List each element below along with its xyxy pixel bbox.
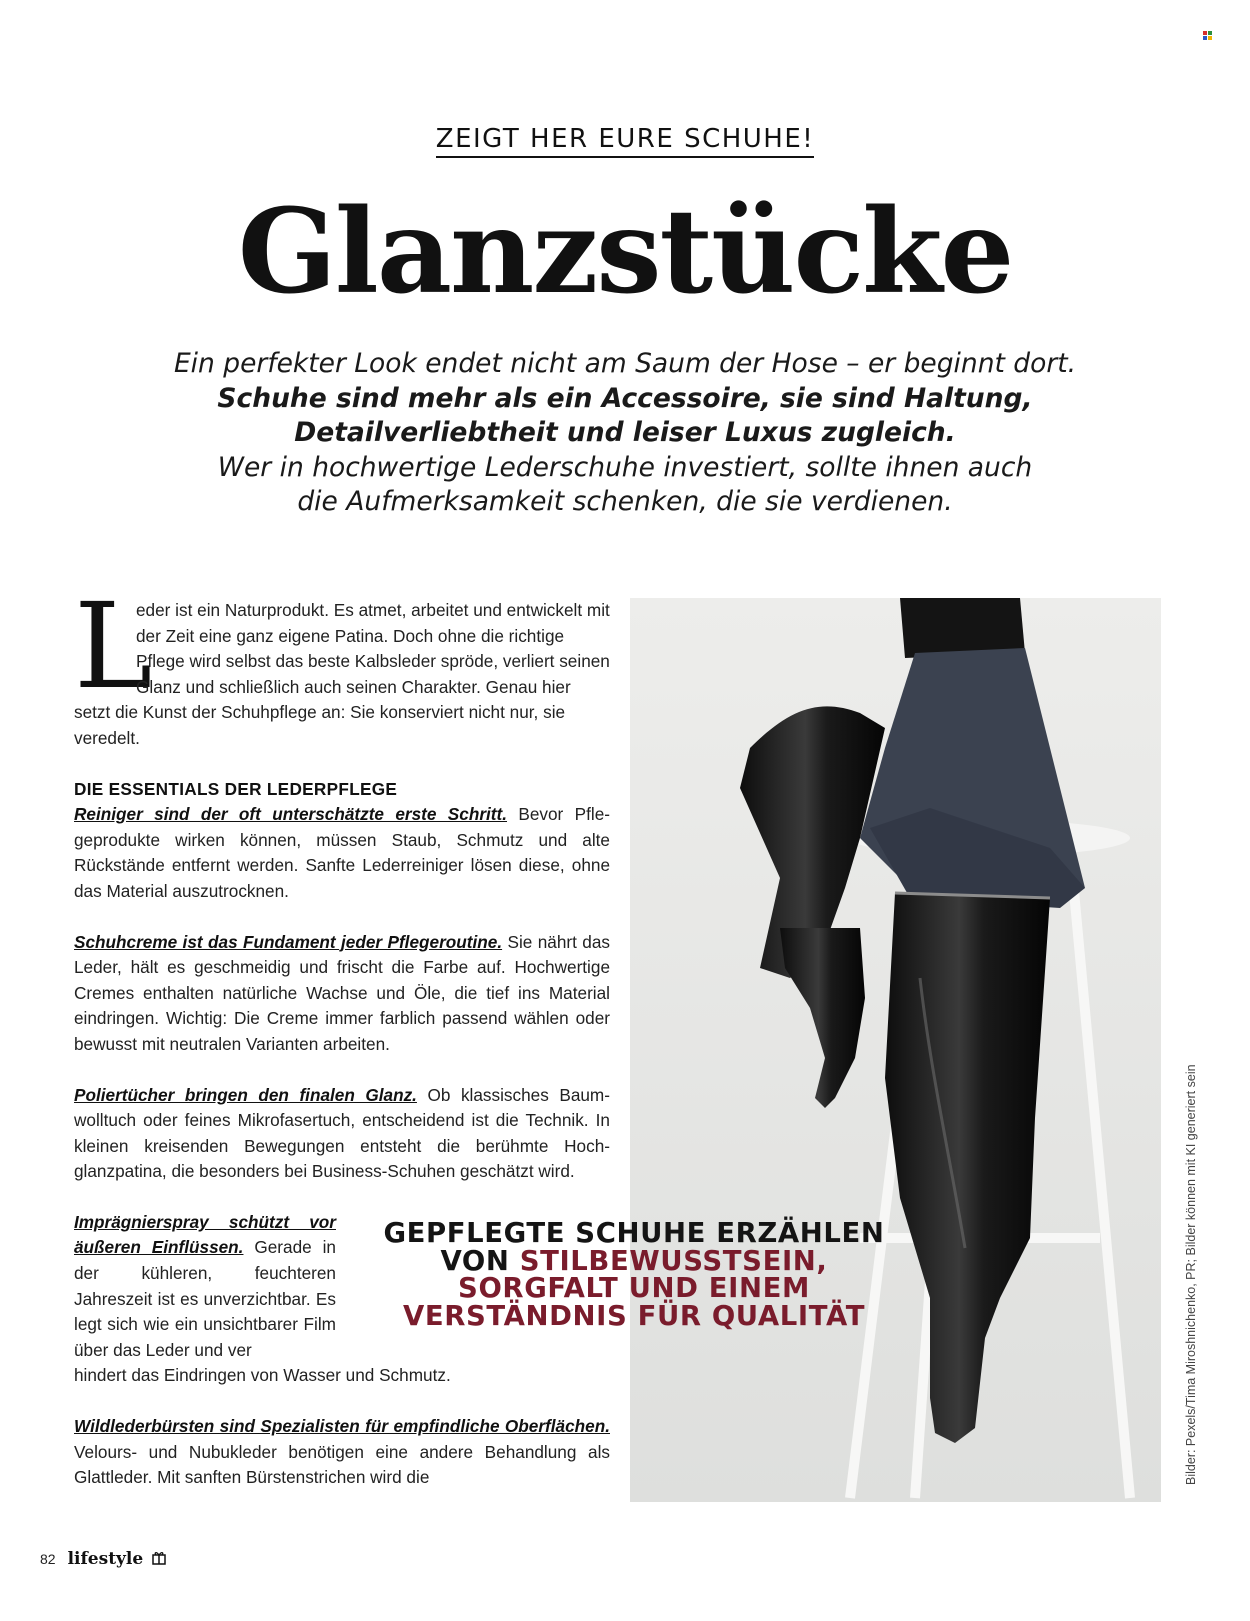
paragraph-text: Bevor Pflegeprodukte wirken können, müssen Staub, Schmutz und alte Rückstände entfernt werden. Sanfte Lederreiniger lösen diese, ohne das Material auszutrocknen. (74, 804, 610, 901)
intro (0, 347, 1250, 520)
paragraph-text: Ob klassisches Baumwolltuch oder feines Mikrofasertuch, entscheidend ist die Technik. In kleinen kreisenden Bewegungen entsteht die berühmte Hochglanzpatina, die besonders bei Business-Schuhen geschätzt wird. (74, 1084, 610, 1182)
photo-credit: Bilder: Pexels/Tima Miroshnichenko, PR; Bilder können mit KI generiert sein (1184, 1064, 1198, 1485)
intro-line-5: die Aufmerksamkeit schenken, die sie verdienen. (297, 486, 953, 517)
page-number: 82 (40, 1551, 56, 1567)
paragraph-cleaner (74, 802, 610, 904)
boots-illustration (630, 598, 1161, 1502)
pull-quote-line-4: VERSTÄNDNIS FÜR QUALITÄT (402, 1299, 866, 1332)
pull-quote (356, 1217, 912, 1332)
brand-name: lifestyle (67, 1549, 144, 1569)
intro-line-1: Ein perfekter Look endet nicht am Saum der Hose – er beginnt dort. (173, 348, 1077, 379)
gift-box-icon (151, 1550, 167, 1566)
corner-logo-icon (1203, 31, 1213, 41)
pull-quote-line-2: VON STILBEWUSSTSEIN, (440, 1244, 828, 1277)
article-body (74, 577, 610, 1491)
drop-cap: L (74, 577, 153, 715)
headline: Glanzstücke (237, 184, 1013, 320)
pull-quote-line-1: GEPFLEGTE SCHUHE ERZÄHLEN (383, 1217, 885, 1249)
intro-line-2: Schuhe sind mehr als ein Accessoire, sie sind Haltung, (217, 382, 1033, 414)
paragraph-text: Sie nährt das Leder, hält es geschmeidig und frischt die Farbe auf. Hochwertige Cremes enthalten natürliche Wachse und Öle, die tief ins Material eindringen. Wichtig: Die Creme immer farblich passend wählen oder bewusst mit neutralen Varianten arbeiten. (74, 931, 610, 1054)
paragraph-heading: Wildlederbürsten sind Spezialisten für empfindliche Oberflächen. (74, 1416, 610, 1437)
paragraph-suede-brush (74, 1414, 610, 1491)
lead-text: eder ist ein Naturprodukt. Es atmet, arbeitet und entwickelt mit der Zeit eine ganz eigene Patina. Doch ohne die richtige Pflege wird selbst das beste Kalbsleder spröde, verliert seinen Glanz und schließlich auch seinen Charakter. Genau hier setzt die Kunst der Schuhpflege an: Sie konserviert nicht nur, sie veredelt. (74, 600, 610, 748)
intro-line-3: Detailverliebtheit und leiser Luxus zugleich. (294, 417, 956, 448)
intro-line-4: Wer in hochwertige Lederschuhe investiert, sollte ihnen auch (217, 451, 1033, 483)
paragraph-heading: Poliertücher bringen den finalen Glanz. (74, 1084, 417, 1105)
footer (40, 1548, 167, 1572)
pull-quote-line-3: SORGFALT UND EINEM (458, 1272, 810, 1304)
kicker: ZEIGT HER EURE SCHUHE! (0, 124, 1250, 154)
paragraph-text: Gerade in der kühleren, feuchteren Jahreszeit ist es unverzichtbar. Es legt sich wie ein unsichtbarer Film über das Leder und ver (74, 1237, 336, 1360)
paragraph-text: Velours- und Nubukleder benötigen eine andere Behandlung als Glattleder. Mit sanften Bürstenstrichen wird die (74, 1441, 610, 1488)
paragraph-text-tail: hindert das Eindringen von Wasser und Schmutz. (74, 1365, 451, 1386)
paragraph-shoe-cream (74, 930, 610, 1058)
lead-paragraph (74, 577, 610, 752)
section-title: DIE ESSENTIALS DER LEDERPFLEGE (74, 778, 398, 799)
paragraph-heading: Schuhcreme ist das Fundament jeder Pflegeroutine. (74, 931, 503, 952)
paragraph-heading: Reiniger sind der oft unterschätzte erste Schritt. (74, 804, 508, 825)
boots-photo (630, 598, 1161, 1502)
paragraph-polishing-cloth (74, 1083, 610, 1185)
paragraph-heading: Imprägnierspray schützt vor äußeren Einflüssen. (74, 1211, 336, 1258)
